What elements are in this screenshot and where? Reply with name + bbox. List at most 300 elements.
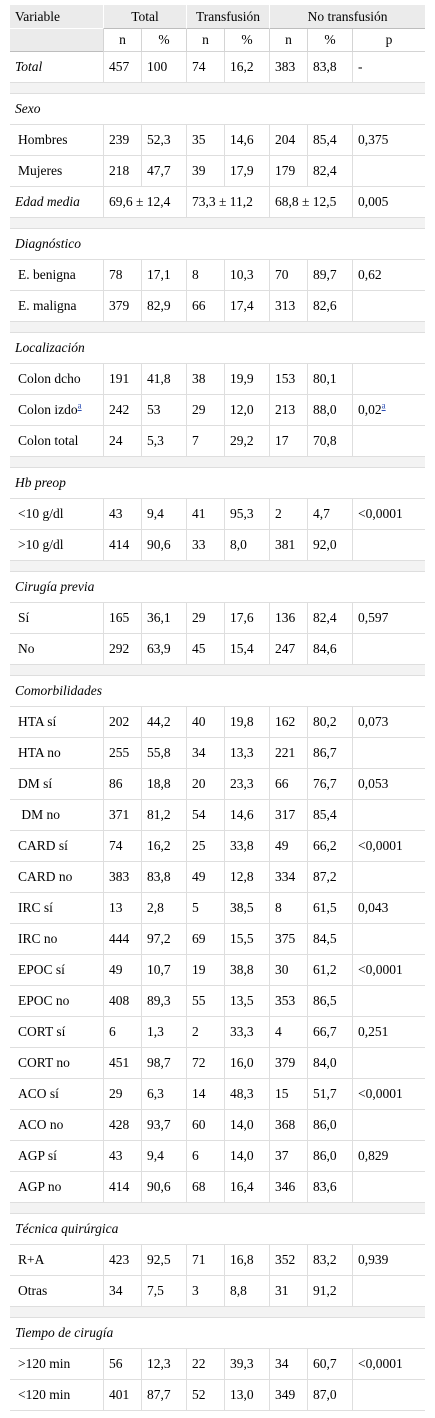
row-label	[10, 1079, 103, 1110]
cell-percent: 14,6	[224, 800, 269, 831]
cell-percent: 60,7	[307, 1349, 352, 1380]
cell-percent: 97,2	[141, 924, 186, 955]
row-label-text: ACO sí	[18, 1086, 59, 1101]
header-group-transfusion: Transfusión	[186, 5, 269, 29]
cell-n: 5	[186, 893, 224, 924]
cell-percent: 8,0	[224, 530, 269, 561]
table-row	[10, 986, 425, 1017]
cell-percent: 4,7	[307, 499, 352, 530]
cell-n: 179	[269, 156, 307, 187]
spacer-cell	[10, 83, 425, 94]
cell-n: 69	[186, 924, 224, 955]
cell-p-value: 0,073	[358, 714, 389, 729]
cell-n: 368	[269, 1110, 307, 1141]
row-label-text: <120 min	[18, 1387, 71, 1402]
table-row	[10, 1349, 425, 1380]
cell-n: 414	[103, 530, 141, 561]
cell-n: 49	[103, 955, 141, 986]
row-label-text: CARD sí	[18, 838, 68, 853]
row-label-text: Total	[15, 59, 43, 74]
row-label	[10, 634, 103, 665]
cell-n: 38	[186, 364, 224, 395]
cell-n: 74	[103, 831, 141, 862]
table-row	[10, 1276, 425, 1307]
row-label-text: Colon dcho	[18, 371, 81, 386]
table-row	[10, 426, 425, 457]
section-label: Localización	[10, 333, 425, 364]
section-label: Hb preop	[10, 468, 425, 499]
spacer-row	[10, 218, 425, 229]
row-label-text: Otras	[18, 1283, 48, 1298]
cell-p-value: <0,0001	[358, 1356, 403, 1371]
cell-percent: 84,0	[307, 1048, 352, 1079]
row-label-text: Colon izdo	[18, 402, 78, 417]
cell-percent: 9,4	[141, 1141, 186, 1172]
row-label	[10, 1017, 103, 1048]
row-label-text: Sí	[18, 610, 30, 625]
section-label: Cirugía previa	[10, 572, 425, 603]
spacer-cell	[10, 1203, 425, 1214]
cell-n: 22	[186, 1349, 224, 1380]
row-label	[10, 769, 103, 800]
cell-percent: 8,8	[224, 1276, 269, 1307]
section-header-row	[10, 572, 425, 603]
cell-percent: 84,6	[307, 634, 352, 665]
cell-n: 379	[103, 291, 141, 322]
row-label	[10, 1048, 103, 1079]
row-label	[10, 738, 103, 769]
cell-percent: 23,3	[224, 769, 269, 800]
cell-p	[352, 738, 425, 769]
cell-p	[352, 364, 425, 395]
cell-n: 204	[269, 125, 307, 156]
section-header-row	[10, 1318, 425, 1349]
cell-n: 221	[269, 738, 307, 769]
spacer-row	[10, 561, 425, 572]
row-label-text: CORT sí	[18, 1024, 66, 1039]
row-label-text: E. maligna	[18, 298, 77, 313]
row-label	[10, 1245, 103, 1276]
table-row	[10, 1245, 425, 1276]
table-row	[10, 1110, 425, 1141]
cell-n: 383	[103, 862, 141, 893]
cell-n: 457	[103, 52, 141, 83]
table-row	[10, 603, 425, 634]
section-header-row	[10, 94, 425, 125]
cell-percent: 80,1	[307, 364, 352, 395]
cell-p	[352, 426, 425, 457]
cell-percent: 33,3	[224, 1017, 269, 1048]
cell-percent: 12,3	[141, 1349, 186, 1380]
table-row	[10, 1380, 425, 1411]
cell-n: 383	[269, 52, 307, 83]
cell-n: 353	[269, 986, 307, 1017]
table-row	[10, 800, 425, 831]
cell-percent: 63,9	[141, 634, 186, 665]
cell-p	[352, 603, 425, 634]
cell-p-value: <0,0001	[358, 838, 403, 853]
cell-n: 2	[186, 1017, 224, 1048]
cell-p	[352, 1245, 425, 1276]
cell-percent: 82,9	[141, 291, 186, 322]
row-label-text: DM no	[18, 807, 61, 822]
spacer-row	[10, 322, 425, 333]
row-label	[10, 707, 103, 738]
cell-percent: 16,4	[224, 1172, 269, 1203]
row-label-text: Edad media	[15, 194, 80, 209]
spacer-cell	[10, 1307, 425, 1318]
cell-n: 55	[186, 986, 224, 1017]
cell-p	[352, 1141, 425, 1172]
table-header	[10, 5, 425, 52]
cell-n: 423	[103, 1245, 141, 1276]
table-row	[10, 862, 425, 893]
cell-percent: 61,2	[307, 955, 352, 986]
cell-p: 0,005	[352, 187, 425, 218]
section-header-row	[10, 229, 425, 260]
row-label-text: HTA no	[18, 745, 61, 760]
cell-percent: 18,8	[141, 769, 186, 800]
row-label-text: Mujeres	[18, 163, 63, 178]
cell-n: 60	[186, 1110, 224, 1141]
cell-n: 68	[186, 1172, 224, 1203]
row-label	[10, 156, 103, 187]
cell-percent: 80,2	[307, 707, 352, 738]
row-label	[10, 603, 103, 634]
cell-n: 292	[103, 634, 141, 665]
header-variable: Variable	[10, 5, 103, 29]
spacer-row	[10, 1203, 425, 1214]
spacer-cell	[10, 561, 425, 572]
table-row	[10, 187, 425, 218]
header-row-subcols	[10, 29, 425, 52]
cell-percent: 85,4	[307, 800, 352, 831]
cell-percent: 90,6	[141, 1172, 186, 1203]
row-label	[10, 426, 103, 457]
cell-percent: 14,0	[224, 1110, 269, 1141]
cell-percent: 87,2	[307, 862, 352, 893]
cell-n: 202	[103, 707, 141, 738]
cell-n: 33	[186, 530, 224, 561]
footnote-link[interactable]: a	[77, 400, 82, 411]
cell-p-value: <0,0001	[358, 962, 403, 977]
cell-n: 49	[186, 862, 224, 893]
cell-n: 428	[103, 1110, 141, 1141]
cell-percent: 85,4	[307, 125, 352, 156]
header-subcol: n	[103, 29, 141, 52]
cell-n: 41	[186, 499, 224, 530]
table-row	[10, 769, 425, 800]
cell-percent: 7,5	[141, 1276, 186, 1307]
cell-p	[352, 955, 425, 986]
cell-percent: 100	[141, 52, 186, 83]
row-label-text: CORT no	[18, 1055, 70, 1070]
cell-p	[352, 831, 425, 862]
row-label	[10, 924, 103, 955]
row-label-text: IRC sí	[18, 900, 53, 915]
row-label-text: Colon total	[18, 433, 79, 448]
cell-percent: 5,3	[141, 426, 186, 457]
cell-percent: 16,2	[141, 831, 186, 862]
cell-p	[352, 1276, 425, 1307]
cell-percent: 66,7	[307, 1017, 352, 1048]
header-subcol: p	[352, 29, 425, 52]
row-label-text: DM sí	[18, 776, 53, 791]
cell-percent: 86,5	[307, 986, 352, 1017]
cell-n: 162	[269, 707, 307, 738]
header-subcol: %	[141, 29, 186, 52]
transfusion-table	[10, 5, 425, 1411]
cell-n: 49	[269, 831, 307, 862]
row-label	[10, 1380, 103, 1411]
cell-n: 451	[103, 1048, 141, 1079]
cell-n: 54	[186, 800, 224, 831]
cell-percent: 93,7	[141, 1110, 186, 1141]
cell-percent: 12,8	[224, 862, 269, 893]
table-row	[10, 260, 425, 291]
cell-percent: 17,1	[141, 260, 186, 291]
cell-p	[352, 52, 425, 83]
cell-p-value: 0,62	[358, 267, 382, 282]
table-row	[10, 1017, 425, 1048]
spacer-cell	[10, 665, 425, 676]
cell-percent: 36,1	[141, 603, 186, 634]
cell-percent: 10,3	[224, 260, 269, 291]
cell-percent: 16,2	[224, 52, 269, 83]
cell-percent: 83,6	[307, 1172, 352, 1203]
cell-n: 66	[269, 769, 307, 800]
footnote-link[interactable]: a	[381, 400, 386, 411]
cell-n: 45	[186, 634, 224, 665]
header-variable-blank	[10, 29, 103, 52]
spacer-row	[10, 457, 425, 468]
table-row	[10, 924, 425, 955]
cell-percent: 86,0	[307, 1141, 352, 1172]
section-header-row	[10, 1214, 425, 1245]
cell-percent: 52,3	[141, 125, 186, 156]
row-label	[10, 831, 103, 862]
cell-n: 78	[103, 260, 141, 291]
cell-percent: 82,4	[307, 156, 352, 187]
cell-p-value: 0,053	[358, 776, 389, 791]
table-row	[10, 1079, 425, 1110]
cell-percent: 90,6	[141, 530, 186, 561]
row-label	[10, 1349, 103, 1380]
cell-p	[352, 634, 425, 665]
cell-n: 43	[103, 1141, 141, 1172]
cell-percent: 86,0	[307, 1110, 352, 1141]
cell-p-value: 0,597	[358, 610, 389, 625]
cell-percent: 16,0	[224, 1048, 269, 1079]
cell-n: 352	[269, 1245, 307, 1276]
cell-mean: 69,6 ± 12,4	[103, 187, 186, 218]
row-label-text: >10 g/dl	[18, 537, 64, 552]
row-label-text: CARD no	[18, 869, 73, 884]
cell-n: 239	[103, 125, 141, 156]
cell-percent: 81,2	[141, 800, 186, 831]
row-label-text: AGP sí	[18, 1148, 57, 1163]
cell-percent: 14,6	[224, 125, 269, 156]
section-label: Tiempo de cirugía	[10, 1318, 425, 1349]
cell-percent: 89,3	[141, 986, 186, 1017]
cell-p	[352, 707, 425, 738]
cell-n: 379	[269, 1048, 307, 1079]
section-header-row	[10, 676, 425, 707]
cell-percent: 19,9	[224, 364, 269, 395]
row-label	[10, 364, 103, 395]
cell-n: 29	[186, 395, 224, 426]
cell-n: 408	[103, 986, 141, 1017]
cell-n: 14	[186, 1079, 224, 1110]
row-label	[10, 499, 103, 530]
row-label	[10, 125, 103, 156]
section-label: Comorbilidades	[10, 676, 425, 707]
cell-n: 218	[103, 156, 141, 187]
cell-n: 20	[186, 769, 224, 800]
cell-percent: 92,0	[307, 530, 352, 561]
cell-n: 13	[103, 893, 141, 924]
cell-p	[352, 1079, 425, 1110]
cell-n: 35	[186, 125, 224, 156]
cell-p	[352, 530, 425, 561]
cell-n: 30	[269, 955, 307, 986]
row-label-text: HTA sí	[18, 714, 57, 729]
cell-n: 247	[269, 634, 307, 665]
cell-percent: 38,8	[224, 955, 269, 986]
cell-p	[352, 1048, 425, 1079]
cell-p	[352, 125, 425, 156]
table-row	[10, 395, 425, 426]
section-label: Técnica quirúrgica	[10, 1214, 425, 1245]
cell-p	[352, 1110, 425, 1141]
cell-n: 349	[269, 1380, 307, 1411]
cell-mean: 73,3 ± 11,2	[186, 187, 269, 218]
row-label-text: ACO no	[18, 1117, 64, 1132]
row-label	[10, 1172, 103, 1203]
cell-percent: 87,7	[141, 1380, 186, 1411]
cell-n: 444	[103, 924, 141, 955]
header-subcol: %	[307, 29, 352, 52]
table-row	[10, 156, 425, 187]
table-row	[10, 893, 425, 924]
table-row	[10, 738, 425, 769]
cell-n: 29	[186, 603, 224, 634]
cell-percent: 6,3	[141, 1079, 186, 1110]
row-label-text: <10 g/dl	[18, 506, 64, 521]
cell-n: 8	[186, 260, 224, 291]
cell-n: 66	[186, 291, 224, 322]
cell-percent: 83,8	[141, 862, 186, 893]
cell-n: 346	[269, 1172, 307, 1203]
section-header-row	[10, 468, 425, 499]
cell-p	[352, 986, 425, 1017]
spacer-cell	[10, 322, 425, 333]
cell-percent: 15,4	[224, 634, 269, 665]
cell-percent: 13,3	[224, 738, 269, 769]
cell-percent: 82,6	[307, 291, 352, 322]
cell-p	[352, 800, 425, 831]
cell-percent: 17,6	[224, 603, 269, 634]
cell-percent: 13,5	[224, 986, 269, 1017]
cell-percent: 92,5	[141, 1245, 186, 1276]
cell-n: 15	[269, 1079, 307, 1110]
cell-percent: 12,0	[224, 395, 269, 426]
row-label	[10, 893, 103, 924]
cell-n: 6	[186, 1141, 224, 1172]
cell-n: 191	[103, 364, 141, 395]
row-label	[10, 955, 103, 986]
cell-percent: 38,5	[224, 893, 269, 924]
cell-percent: 33,8	[224, 831, 269, 862]
table-row	[10, 530, 425, 561]
table-row	[10, 125, 425, 156]
cell-percent: 1,3	[141, 1017, 186, 1048]
row-label-text: >120 min	[18, 1356, 71, 1371]
cell-p	[352, 291, 425, 322]
row-label-text: EPOC no	[18, 993, 70, 1008]
header-group-no-transfusion: No transfusión	[269, 5, 425, 29]
cell-percent: 9,4	[141, 499, 186, 530]
cell-p	[352, 862, 425, 893]
cell-n: 19	[186, 955, 224, 986]
cell-n: 136	[269, 603, 307, 634]
cell-n: 37	[269, 1141, 307, 1172]
cell-percent: 2,8	[141, 893, 186, 924]
cell-n: 2	[269, 499, 307, 530]
table-row	[10, 831, 425, 862]
row-label	[10, 1110, 103, 1141]
section-label: Diagnóstico	[10, 229, 425, 260]
row-label	[10, 187, 103, 218]
cell-n: 34	[269, 1349, 307, 1380]
cell-n: 86	[103, 769, 141, 800]
cell-percent: 87,0	[307, 1380, 352, 1411]
table-row	[10, 634, 425, 665]
cell-n: 4	[269, 1017, 307, 1048]
cell-percent: 76,7	[307, 769, 352, 800]
row-label-text: R+A	[18, 1252, 45, 1267]
table-row	[10, 364, 425, 395]
row-label	[10, 1141, 103, 1172]
cell-n: 43	[103, 499, 141, 530]
cell-percent: 55,8	[141, 738, 186, 769]
spacer-cell	[10, 457, 425, 468]
cell-p-value: -	[358, 59, 363, 74]
cell-p-value: 0,939	[358, 1252, 389, 1267]
cell-p-value: 0,043	[358, 900, 389, 915]
cell-n: 34	[103, 1276, 141, 1307]
cell-percent: 83,8	[307, 52, 352, 83]
cell-p	[352, 260, 425, 291]
cell-percent: 86,7	[307, 738, 352, 769]
cell-p	[352, 769, 425, 800]
cell-percent: 51,7	[307, 1079, 352, 1110]
cell-p	[352, 1017, 425, 1048]
cell-p	[352, 499, 425, 530]
row-label	[10, 395, 103, 426]
row-label-text: Hombres	[18, 132, 68, 147]
cell-percent: 88,0	[307, 395, 352, 426]
row-label	[10, 291, 103, 322]
cell-n: 3	[186, 1276, 224, 1307]
cell-p	[352, 893, 425, 924]
header-subcol: n	[269, 29, 307, 52]
cell-n: 414	[103, 1172, 141, 1203]
cell-n: 255	[103, 738, 141, 769]
cell-percent: 39,3	[224, 1349, 269, 1380]
cell-n: 381	[269, 530, 307, 561]
table-row	[10, 499, 425, 530]
